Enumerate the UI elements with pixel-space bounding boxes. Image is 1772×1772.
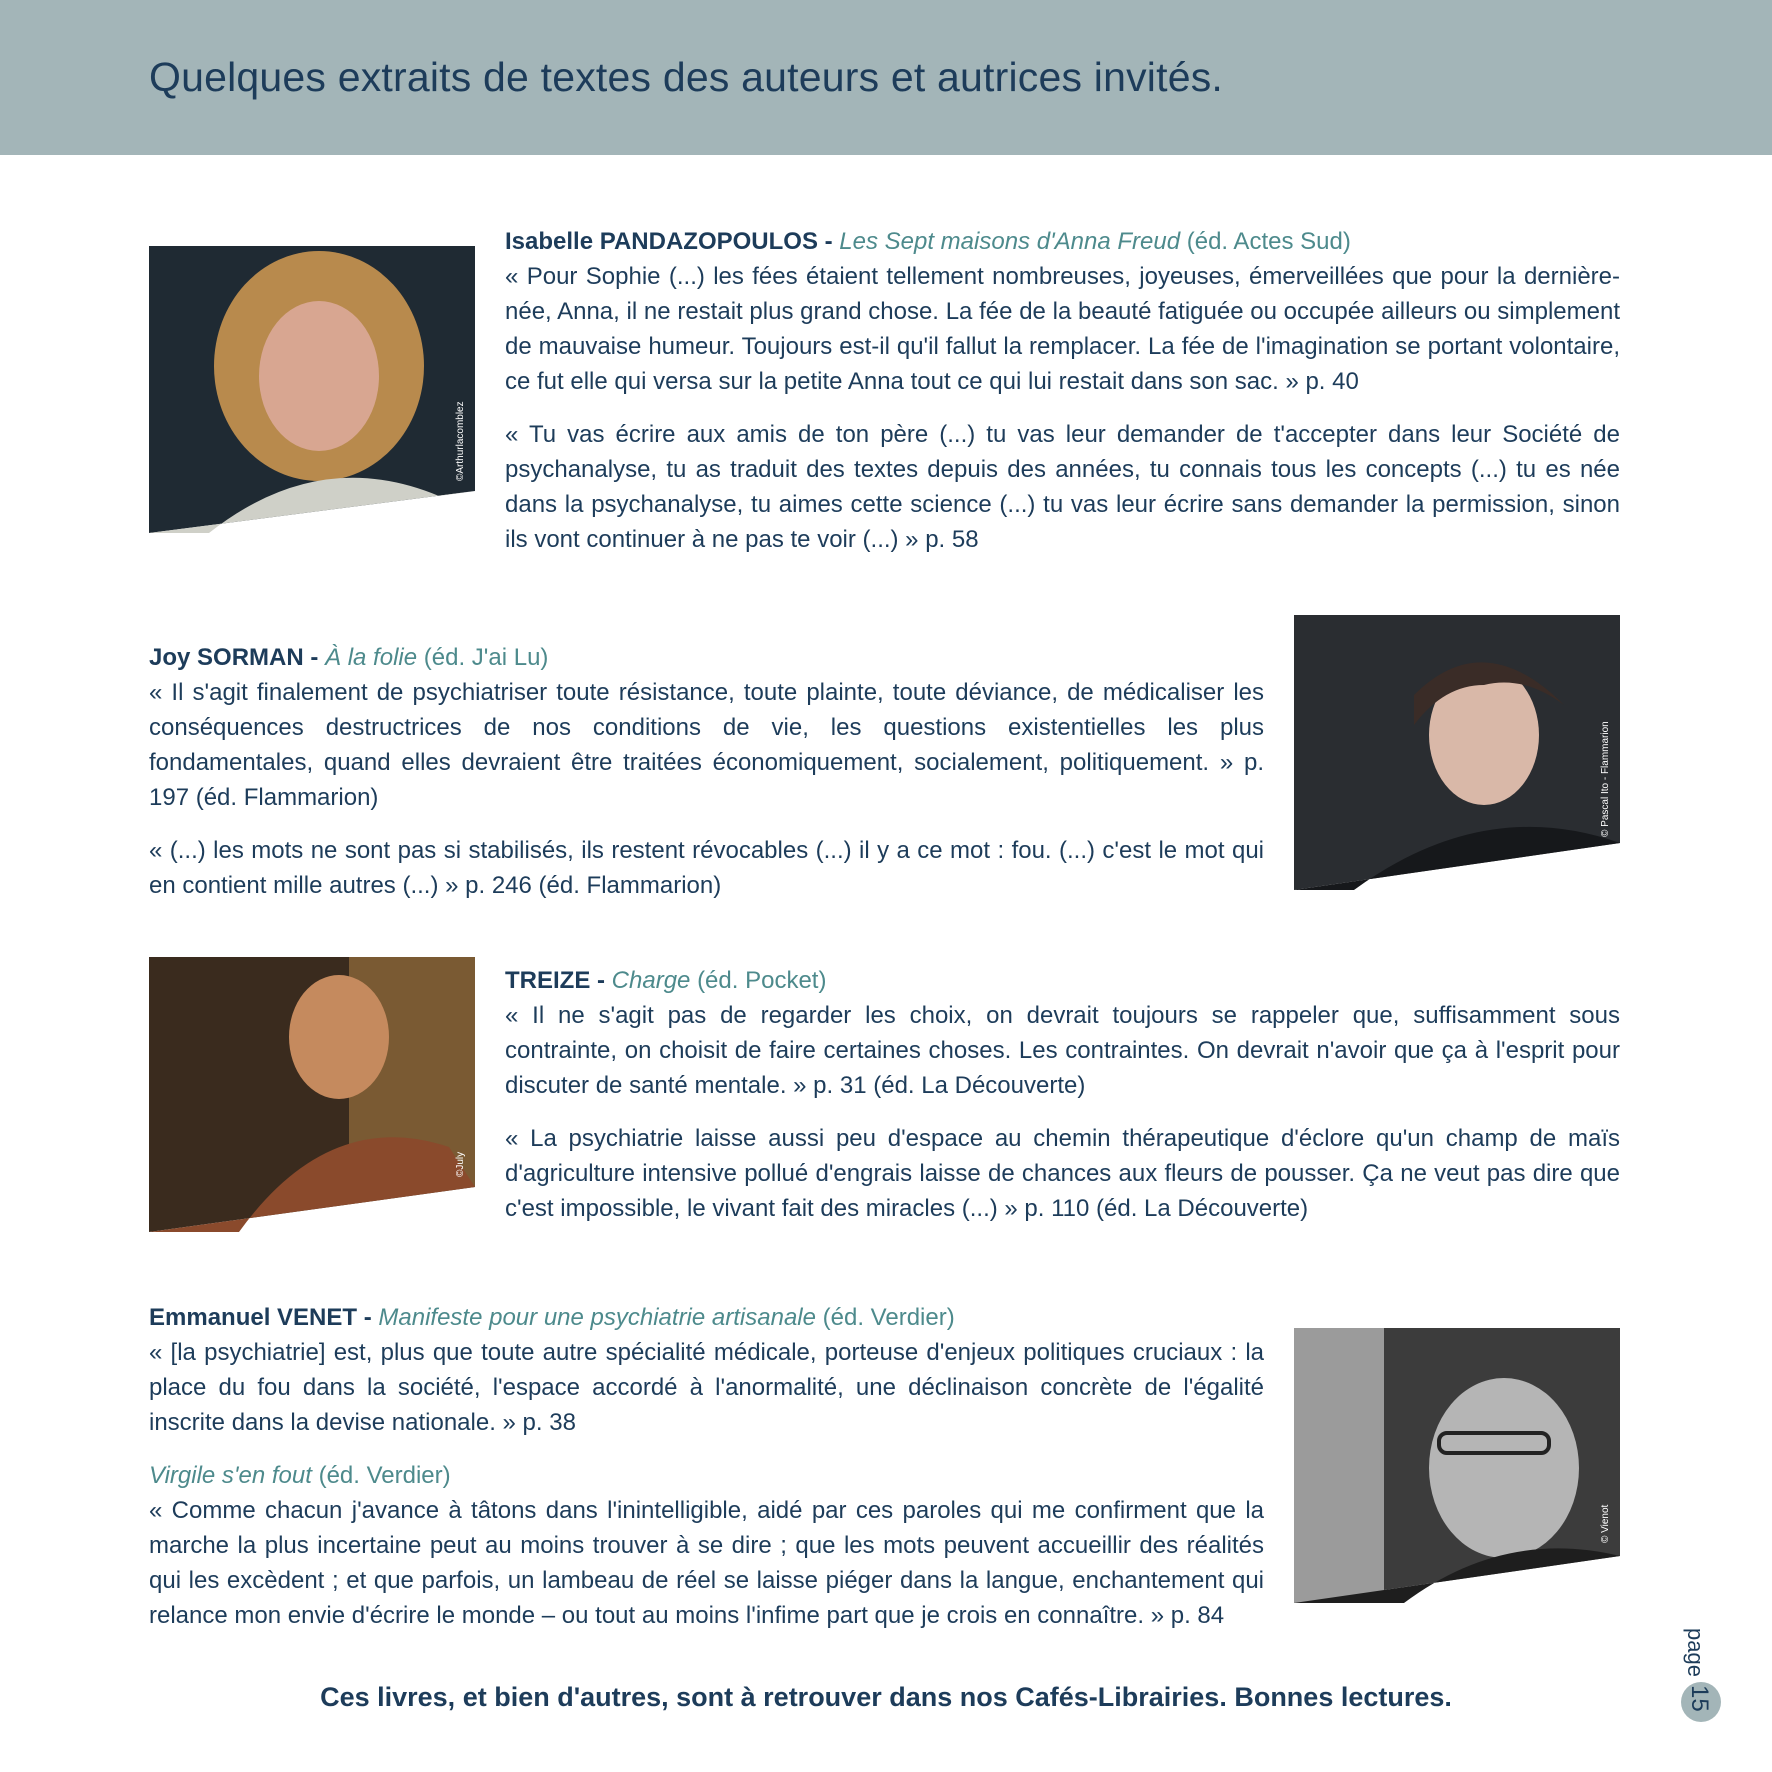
photo-isabelle-pandazopoulos bbox=[149, 246, 475, 533]
entry-heading bbox=[505, 963, 1620, 998]
page-number: 15 bbox=[1686, 1685, 1713, 1712]
book-title: Charge bbox=[611, 967, 691, 994]
author-name: Joy SORMAN - bbox=[149, 644, 319, 671]
quote: « La psychiatrie laisse aussi peu d'espace au chemin thérapeutique d'éclore qu'un champ de maïs d'agriculture intensive pollué d'engrais laisse de chances aux fleurs de pousser. Ça ne veut pas dire que c'est impossible, le vivant fait des miracles (...) » p. 110 (éd. La Découverte) bbox=[505, 1125, 1620, 1222]
book-title: Virgile s'en fout bbox=[149, 1462, 312, 1489]
entry-heading bbox=[505, 224, 1620, 259]
photo-credit: © Pascal Ito - Flammarion bbox=[1600, 721, 1611, 837]
quote: « Tu vas écrire aux amis de ton père (...) tu vas leur demander de t'accepter dans leur Société de psychanalyse, tu as traduit des textes depuis des années, tu connais tous les concepts (...) tu es née dans la psychanalyse, tu aimes cette science (...) tu vas leur écrire sans demander la permission, sinon ils vont continuer à ne pas te voir (...) » p. 58 bbox=[505, 421, 1620, 553]
publisher: (éd. Pocket) bbox=[697, 967, 827, 994]
header-banner bbox=[0, 0, 1772, 155]
publisher: (éd. Verdier) bbox=[822, 1304, 955, 1331]
entry-isabelle-pandazopoulos bbox=[505, 224, 1620, 557]
page-number-tag bbox=[1665, 1622, 1725, 1712]
second-book-heading bbox=[149, 1458, 1264, 1493]
quote: « Comme chacun j'avance à tâtons dans l'inintelligible, aidé par ces paroles qui me confirment que la marche la plus incertaine peut au moins trouver à se dire ; que les mots peuvent accueillir des réalités qui les excèdent ; et que parfois, un lambeau de réel se laisse piéger dans la langue, enchantement qui relance mon envie d'écrire le monde – ou tout au moins l'infime part que je crois en connaître. » p. 84 bbox=[149, 1497, 1264, 1629]
author-name: TREIZE - bbox=[505, 967, 605, 994]
photo-credit: © Vienot bbox=[1600, 1504, 1611, 1543]
page-label: page bbox=[1683, 1628, 1708, 1677]
author-name: Emmanuel VENET - bbox=[149, 1304, 372, 1331]
book-title: Manifeste pour une psychiatrie artisanale bbox=[378, 1304, 816, 1331]
book-title: À la folie bbox=[325, 644, 418, 671]
entry-heading bbox=[149, 1300, 1264, 1335]
quote: « Pour Sophie (...) les fées étaient tellement nombreuses, joyeuses, émerveillées que pour la dernière-née, Anna, il ne restait plus grand chose. La fée de la beauté fatiguée ou occupée ailleurs ou simplement de mauvaise humeur. Toujours est-il qu'il fallut la remplacer. La fée de l'imagination se portant volontaire, ce fut elle qui versa sur la petite Anna tout ce qui lui restait dans son sac. » p. 40 bbox=[505, 263, 1620, 395]
photo-emmanuel-venet bbox=[1294, 1328, 1620, 1603]
entry-joy-sorman bbox=[149, 640, 1264, 903]
author-name: Isabelle PANDAZOPOULOS - bbox=[505, 228, 833, 255]
entry-heading bbox=[149, 640, 1264, 675]
photo-joy-sorman bbox=[1294, 615, 1620, 890]
quote: « (...) les mots ne sont pas si stabilisés, ils restent révocables (...) il y a ce mot : fou. (...) c'est le mot qui en contient mille autres (...) » p. 246 (éd. Flammarion) bbox=[149, 837, 1264, 899]
book-title: Les Sept maisons d'Anna Freud bbox=[839, 228, 1181, 255]
publisher: (éd. Verdier) bbox=[318, 1462, 451, 1489]
footer-text: Ces livres, et bien d'autres, sont à retrouver dans nos Cafés-Librairies. Bonnes lectures. bbox=[320, 1682, 1452, 1712]
quote: « Il ne s'agit pas de regarder les choix, on devrait toujours se rappeler que, suffisamment sous contrainte, on choisit de faire certaines choses. Les contraintes. On devrait n'avoir que ça à l'esprit pour discuter de santé mentale. » p. 31 (éd. La Découverte) bbox=[505, 1002, 1620, 1099]
entry-emmanuel-venet bbox=[149, 1300, 1264, 1633]
entry-treize bbox=[505, 963, 1620, 1226]
photo-treize bbox=[149, 957, 475, 1232]
publisher: (éd. J'ai Lu) bbox=[423, 644, 549, 671]
photo-credit: ©July bbox=[455, 1151, 466, 1177]
quote: « Il s'agit finalement de psychiatriser toute résistance, toute plainte, toute déviance, de médicaliser les conséquences destructrices de nos conditions de vie, les questions existentielles les plus fondamentales, quand elles devraient être traitées économiquement, socialement, politiquement. » p. 197 (éd. Flammarion) bbox=[149, 679, 1264, 811]
page-title: Quelques extraits de textes des auteurs et autrices invités. bbox=[149, 54, 1223, 100]
publisher: (éd. Actes Sud) bbox=[1186, 228, 1351, 255]
quote: « [la psychiatrie] est, plus que toute autre spécialité médicale, porteuse d'enjeux politiques cruciaux : la place du fou dans la société, l'espace accordé à l'anormalité, une déclinaison concrète de l'égalité inscrite dans la devise nationale. » p. 38 bbox=[149, 1339, 1264, 1436]
photo-credit: ©Arthurlacomblez bbox=[455, 401, 466, 481]
